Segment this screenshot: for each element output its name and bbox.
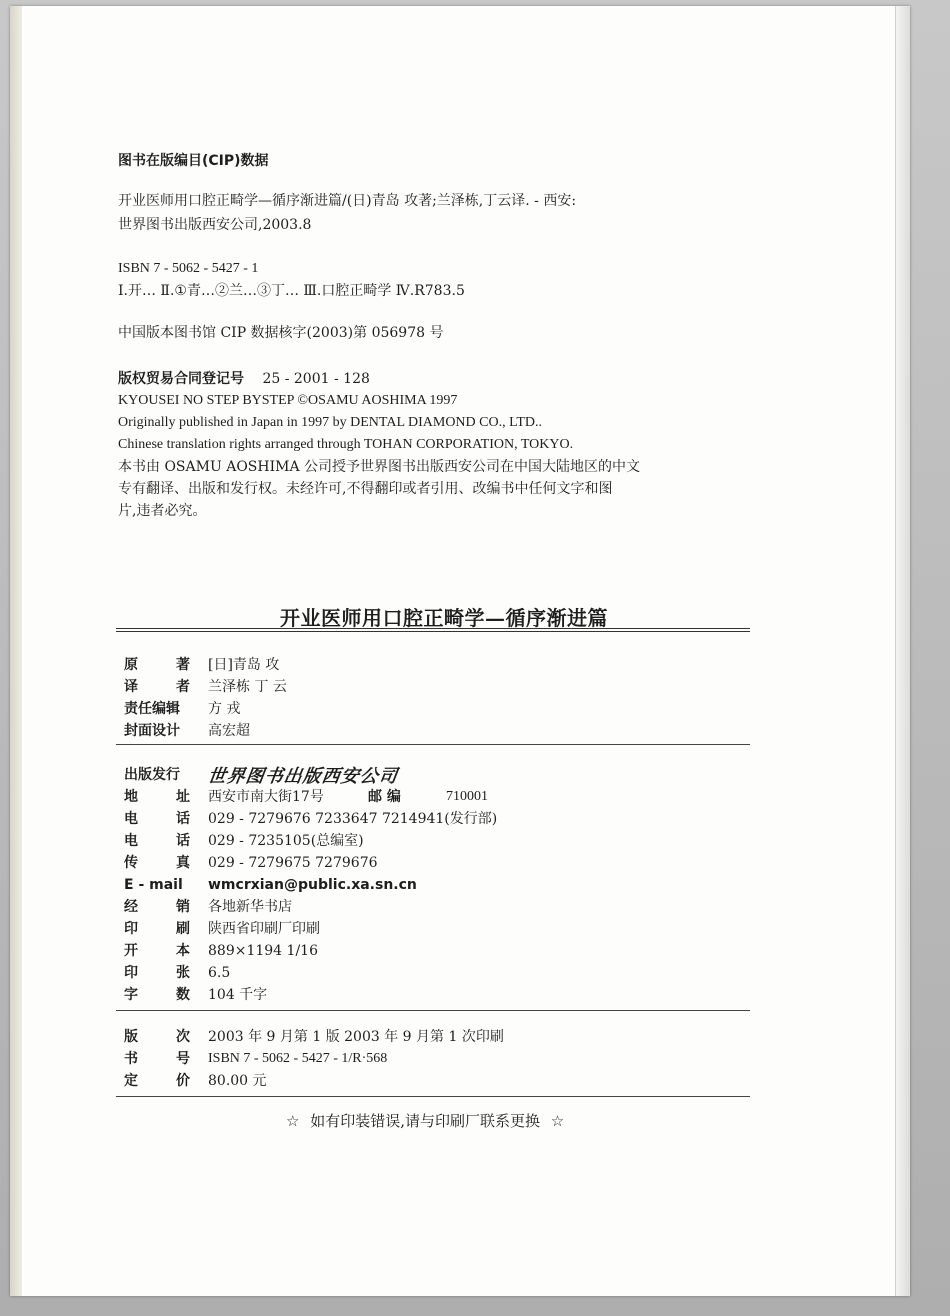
cip-line-2: 世界图书出版西安公司,2003.8	[118, 217, 312, 233]
chinese-line-1: 本书由 OSAMU AOSHIMA 公司授予世界图书出版西安公司在中国大陆地区的中文	[118, 459, 641, 475]
phone2-value: 029 - 7235105(总编室)	[208, 833, 364, 849]
credit-label: 原 著	[124, 657, 190, 673]
words-value: 104 千字	[208, 987, 268, 1003]
sheets-value: 6.5	[208, 965, 231, 981]
credit-value: [日]青岛 攻	[208, 657, 280, 673]
english-line-3: Chinese translation rights arranged through TOHAN CORPORATION, TOKYO.	[118, 437, 574, 452]
phone2-label: 电 话	[124, 833, 190, 849]
chinese-line-2: 专有翻译、出版和发行权。未经许可,不得翻印或者引用、改编书中任何文字和图	[118, 481, 613, 497]
phone1-value: 029 - 7279676 7233647 7214941(发行部)	[208, 811, 498, 827]
credit-value: 兰泽栋 丁 云	[208, 679, 287, 695]
book-title: 开业医师用口腔正畸学—循序渐进篇	[280, 606, 608, 630]
register-number: 25 - 2001 - 128	[262, 371, 370, 387]
distributor-value: 各地新华书店	[208, 899, 292, 915]
fax-value: 029 - 7279675 7279676	[208, 855, 378, 871]
phone1-label: 电 话	[124, 811, 190, 827]
edition-rule	[116, 1096, 750, 1097]
credits-rule	[116, 744, 750, 745]
cip-classification: Ⅰ.开… Ⅱ.①青…②兰…③丁… Ⅲ.口腔正畸学 Ⅳ.R783.5	[118, 283, 465, 299]
price-label: 定 价	[124, 1073, 190, 1089]
credit-value: 方 戎	[208, 701, 241, 717]
register-label: 版权贸易合同登记号	[118, 371, 244, 387]
sheets-label: 印 张	[124, 965, 190, 981]
zip-label: 邮 编	[368, 789, 401, 805]
cip-core-number: 中国版本图书馆 CIP 数据核字(2003)第 056978 号	[118, 325, 444, 341]
format-label: 开 本	[124, 943, 190, 959]
paper-sheet	[10, 6, 910, 1296]
credit-label: 责任编辑	[124, 701, 180, 717]
edition-value: 2003 年 9 月第 1 版 2003 年 9 月第 1 次印刷	[208, 1029, 504, 1045]
price-value: 80.00 元	[208, 1073, 267, 1089]
email-label: E - mail	[124, 877, 183, 893]
address-label: 地 址	[124, 789, 190, 805]
copyright-page	[10, 6, 910, 1296]
copyright-register	[118, 370, 370, 388]
cip-line-1: 开业医师用口腔正畸学—循序渐进篇/(日)青岛 攻著;兰泽栋,丁云译. - 西安:	[118, 193, 577, 209]
star-right-icon: ☆	[550, 1112, 565, 1130]
chinese-line-3: 片,违者必究。	[118, 503, 207, 519]
english-line-1: KYOUSEI NO STEP BYSTEP ©OSAMU AOSHIMA 1997	[118, 393, 458, 408]
star-left-icon: ☆	[286, 1112, 300, 1130]
words-label: 字 数	[124, 987, 190, 1003]
book-number-value: ISBN 7 - 5062 - 5427 - 1/R·568	[208, 1051, 388, 1066]
address-value: 西安市南大街17号	[208, 789, 324, 805]
cip-isbn: ISBN 7 - 5062 - 5427 - 1	[118, 261, 259, 276]
print-error-notice	[286, 1110, 564, 1131]
printer-label: 印 刷	[124, 921, 190, 937]
credit-label: 译 者	[124, 679, 190, 695]
publish-rule	[116, 1010, 750, 1011]
format-value: 889×1194 1/16	[208, 943, 318, 959]
title-rule	[116, 628, 750, 632]
zip-value: 710001	[446, 789, 488, 804]
publisher-logo: 世界图书出版西安公司	[206, 766, 400, 787]
email-value: wmcrxian@public.xa.sn.cn	[208, 877, 417, 893]
credit-label: 封面设计	[124, 723, 180, 739]
book-number-label: 书 号	[124, 1051, 190, 1067]
publish-label: 出版发行	[124, 767, 180, 783]
credit-value: 高宏超	[208, 723, 250, 739]
fax-label: 传 真	[124, 855, 190, 871]
notice-text: 如有印装错误,请与印刷厂联系更换	[310, 1112, 541, 1130]
english-line-2: Originally published in Japan in 1997 by DENTAL DIAMOND CO., LTD..	[118, 415, 543, 430]
cip-heading: 图书在版编目(CIP)数据	[118, 153, 269, 169]
distributor-label: 经 销	[124, 899, 190, 915]
edition-label: 版 次	[124, 1029, 190, 1045]
printer-value: 陕西省印刷厂印刷	[208, 921, 320, 937]
